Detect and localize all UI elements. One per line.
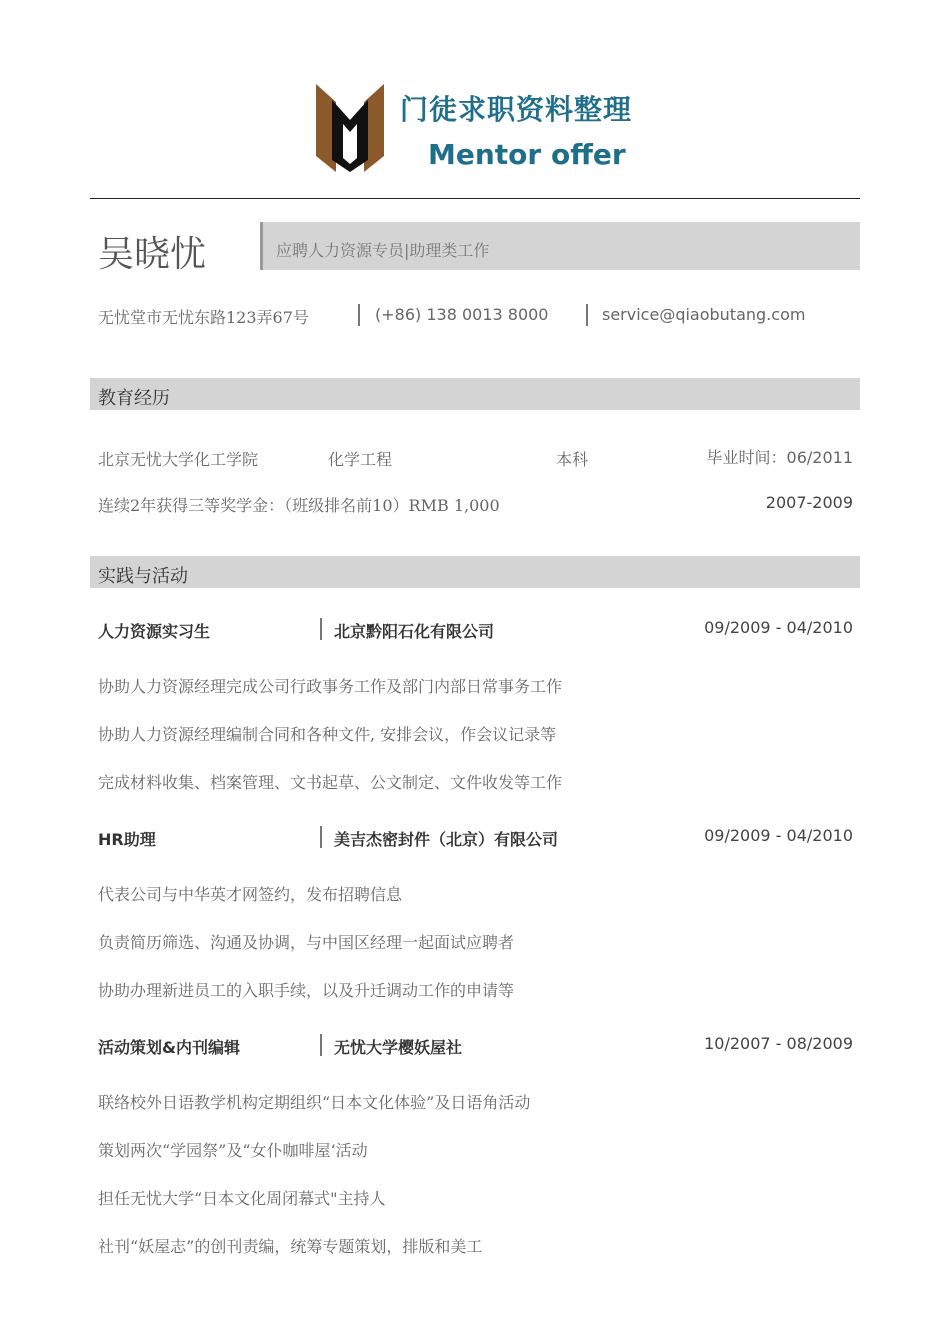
brand-logo-icon <box>310 80 390 176</box>
experience-organization: 美吉杰密封件（北京）有限公司 <box>334 830 559 849</box>
education-section-title: 教育经历 <box>98 388 170 409</box>
experience-bullet: 负责简历筛选、沟通及协调，与中国区经理一起面试应聘者 <box>98 933 515 952</box>
contact-divider <box>586 304 588 326</box>
experience-role: 人力资源实习生 <box>98 622 211 641</box>
contact-email: service@qiaobutang.com <box>602 305 806 324</box>
role-divider <box>320 1034 322 1056</box>
role-divider <box>320 826 322 848</box>
experience-role: 活动策划&内刊编辑 <box>98 1038 240 1057</box>
experience-bullet: 联络校外日语教学机构定期组织“日本文化体验”及日语角活动 <box>98 1093 531 1112</box>
header-divider <box>90 198 860 199</box>
experience-bullet: 协助办理新进员工的入职手续，以及升迁调动工作的申请等 <box>98 981 515 1000</box>
job-objective: 应聘人力资源专员|助理类工作 <box>276 241 490 260</box>
candidate-name: 吴晓忧 <box>98 234 207 275</box>
experience-bullet: 协助人力资源经理完成公司行政事务工作及部门内部日常事务工作 <box>98 677 563 696</box>
experience-bullet: 策划两次“学园祭”及“女仆咖啡屋‘活动 <box>98 1141 368 1160</box>
education-school: 北京无忧大学化工学院 <box>98 450 259 469</box>
education-award: 连续2年获得三等奖学金：（班级排名前10）RMB 1,000 <box>98 496 500 515</box>
education-major: 化学工程 <box>328 450 393 469</box>
experience-bullet: 社刊“妖屋志”的创刊责编，统筹专题策划，排版和美工 <box>98 1237 483 1256</box>
experience-organization: 北京黔阳石化有限公司 <box>334 622 495 641</box>
contact-divider <box>358 304 360 326</box>
experience-section-bar <box>90 556 860 588</box>
role-divider <box>320 618 322 640</box>
education-graduation <box>707 445 853 468</box>
experience-bullet: 担任无忧大学“日本文化周闭幕式"主持人 <box>98 1189 386 1208</box>
contact-phone: (+86) 138 0013 8000 <box>375 305 549 324</box>
education-section-bar <box>90 378 860 410</box>
experience-bullet: 协助人力资源经理编制合同和各种文件, 安排会议，作会议记录等 <box>98 725 557 744</box>
graduation-date: 06/2011 <box>786 448 853 467</box>
brand-chinese-name: 门徒求职资料整理 <box>400 93 633 126</box>
experience-role: HR助理 <box>98 830 156 849</box>
graduation-label: 毕业时间： <box>706 448 787 467</box>
experience-section-title: 实践与活动 <box>98 566 188 587</box>
experience-bullet: 代表公司与中华英才网签约，发布招聘信息 <box>98 885 403 904</box>
experience-organization: 无忧大学樱妖屋社 <box>334 1038 463 1057</box>
education-degree: 本科 <box>556 450 589 469</box>
education-award-years: 2007-2009 <box>765 493 853 512</box>
experience-bullet: 完成材料收集、档案管理、文书起草、公文制定、文件收发等工作 <box>98 773 563 792</box>
experience-dates: 09/2009 - 04/2010 <box>704 826 853 845</box>
brand-english-name: Mentor offer <box>428 138 626 171</box>
experience-dates: 09/2009 - 04/2010 <box>704 618 853 637</box>
experience-dates: 10/2007 - 08/2009 <box>704 1034 853 1053</box>
contact-address: 无忧堂市无忧东路123弄67号 <box>98 308 309 327</box>
